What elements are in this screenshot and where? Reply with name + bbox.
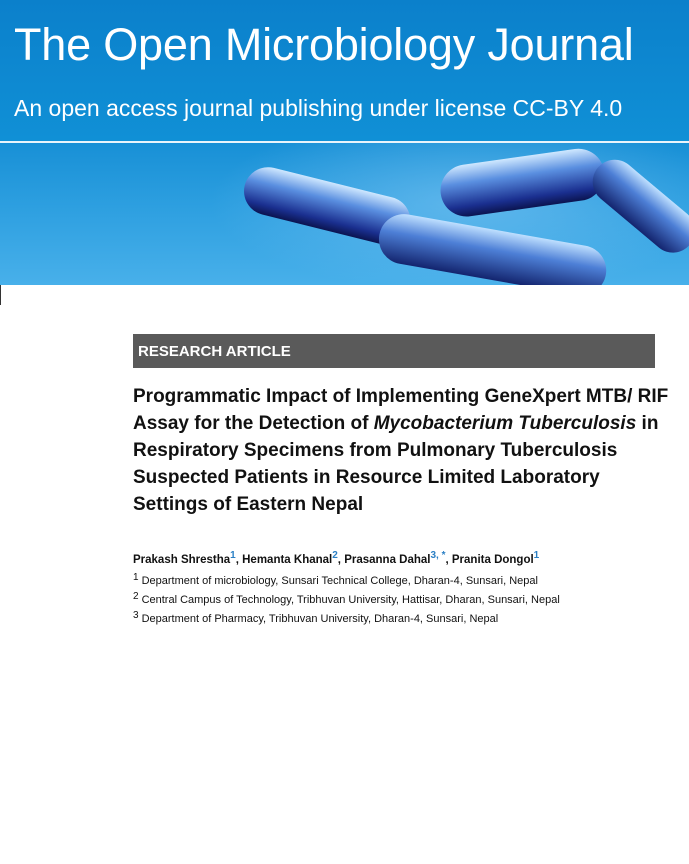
author-affiliation-ref[interactable]: 3, * [430,550,446,561]
affiliation-number: 2 [133,591,139,602]
article-title [133,383,673,518]
affiliation-number: 3 [133,610,139,621]
affiliation-number: 1 [133,572,139,583]
author-separator: , [337,554,345,566]
author-separator: , [235,554,243,566]
article-type-label: RESEARCH ARTICLE [138,343,291,360]
bacteria-illustration [0,143,689,285]
author-separator: , [445,554,452,566]
journal-banner [0,0,689,285]
author-affiliation-ref[interactable]: 2 [332,550,338,561]
affiliation-list [133,572,673,629]
author-list [133,550,673,566]
affiliation-text: Department of Pharmacy, Tribhuvan University, Dharan-4, Sunsari, Nepal [141,613,499,625]
journal-title: The Open Microbiology Journal [14,19,634,70]
affiliation-item [133,572,673,591]
bacteria-image [0,143,689,285]
section-bar [133,334,655,368]
page-margin-mark [0,285,1,305]
author-name: Hemanta Khanal [242,554,333,566]
affiliation-text: Department of microbiology, Sunsari Technical College, Dharan-4, Sunsari, Nepal [141,575,538,587]
affiliation-text: Central Campus of Technology, Tribhuvan University, Hattisar, Dharan, Sunsari, Nepal [141,594,560,606]
journal-subtitle: An open access journal publishing under license CC-BY 4.0 [14,95,623,121]
author-name: Prakash Shrestha [133,554,231,566]
title-part: in Respiratory Specimens from Pulmonary Tuberculosis Suspected Patients in Resource Limited Laboratory Settings of Eastern Nepal [133,413,659,515]
author-affiliation-ref[interactable]: 1 [533,550,540,561]
author-name: Prasanna Dahal [344,554,431,566]
title-part-italic: Mycobacterium Tuberculosis [373,413,637,434]
title-part: Programmatic Impact of Implementing GeneXpert MTB/ RIF Assay for the Detection of [133,386,669,434]
author-affiliation-ref[interactable]: 1 [230,550,236,561]
affiliation-item [133,610,673,629]
affiliation-item [133,591,673,610]
author-name: Pranita Dongol [451,554,534,566]
